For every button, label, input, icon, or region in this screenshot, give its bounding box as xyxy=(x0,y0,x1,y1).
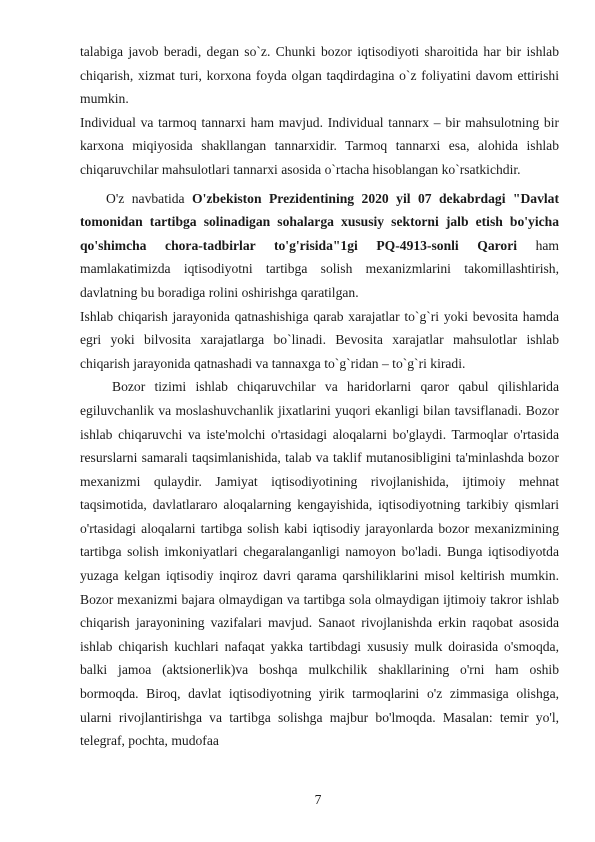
decree-title: O'zbekiston Prezidentining 2020 yil 07 dekabrdagi "Davlat tomonidan tartibga solinadigan sohalarga xususiy sektorni jalb etish bo'yicha qo'shimcha chora-tadbirlar to'g'risida"1gi PQ-4913-sonli Qarori xyxy=(80,190,559,253)
paragraph-3-intro: O'z navbatida xyxy=(106,190,193,206)
paragraph-2: Individual va tarmoq tannarxi ham mavjud. Individual tannarx – bir mahsulotning bir karxona miqiyosida shakllangan tannarxidir. Tarmoq tannarxi esa, alohida ishlab chiqaruvchilar mahsulotlari tannarxi asosida o`rtacha hisoblangan ko`rsatkichdir. xyxy=(80,114,559,177)
paragraph-4: Ishlab chiqarish jarayonida qatnashishiga qarab xarajatlar to`g`ri yoki bevosita hamda egri yoki bilvosita xarajatlarga bo`linadi. Bevosita xarajatlar mahsulotlar ishlab chiqarish jarayonida qatnashadi va tannaxga to`g`ridan – to`g`ri kiradi. xyxy=(80,308,559,371)
page-number: 7 xyxy=(314,792,322,807)
paragraph-3 xyxy=(80,187,559,305)
document-page xyxy=(80,40,559,753)
paragraph-1: talabiga javob beradi, degan so`z. Chunki bozor iqtisodiyoti sharoitida har bir ishlab chiqarish, xizmat turi, korxona foyda olgan taqdirdagina o`z foliyatini davom ettirishi mumkin. xyxy=(80,44,559,107)
paragraph-5: Bozor tizimi ishlab chiqaruvchilar va haridorlarni qaror qabul qilishlarida egiluvchanlik va moslashuvchanlik jixatlarini yuqori ekanligi bilan tavsiflanadi. Bozor ishlab chiqaruvchi va iste'molchi o'rtasidagi aloqalarni bo'glaydi. Tarmoqlar o'rtasida resurslarni samarali taqsimlanishida, talab va taklif mutanosibligini ta'minlashda bozor mexanizmi qulaydir. Jamiyat iqtisodiyotining rivojlanishida, ijtimoiy mehnat taqsimotida, davlatlararo aloqalarning kengayishida, iqtisodiyotning tarkibiy qismlari o'rtasidagi aloqalarni tartibga solish kabi iqtisodiy jarayonlarda bozor mexanizmining tartibga solish imkoniyatlari chegaralanganligi namoyon bo'ladi. Bunga iqtisodiyotda yuzaga kelgan iqtisodiy inqiroz davri qarama qarshiliklarini misol keltirish mumkin. Bozor mexanizmi bajara olmaydigan va tartibga sola olmaydigan ijtimoiy takror ishlab chiqarish jarayonining vazifalari mavjud. Sanaot rivojlanishda erkin raqobat asosida ishlab chiqarish kuchlari nafaqat yakka tartibdagi xususiy mulk doirasida o'smoqda, balki jamoa (aktsionerlik)va boshqa mulkchilik shakllarining o'rni ham oshib bormoqda. Biroq, davlat iqtisodiyotning yirik tarmoqlarini o'z zimmasiga olishga, ularni rivojlantirishga va tartibga solishga majbur bo'lmoqda. Masalan: temir yo'l, telegraf, pochta, mudofaa xyxy=(80,379,559,749)
paragraph-3-rest: ham mamlakatimizda iqtisodiyotni tartibga solish mexanizmlarini takomillashtirish, davlatning bu boradiga rolini oshirishga qaratilgan. xyxy=(80,237,560,300)
